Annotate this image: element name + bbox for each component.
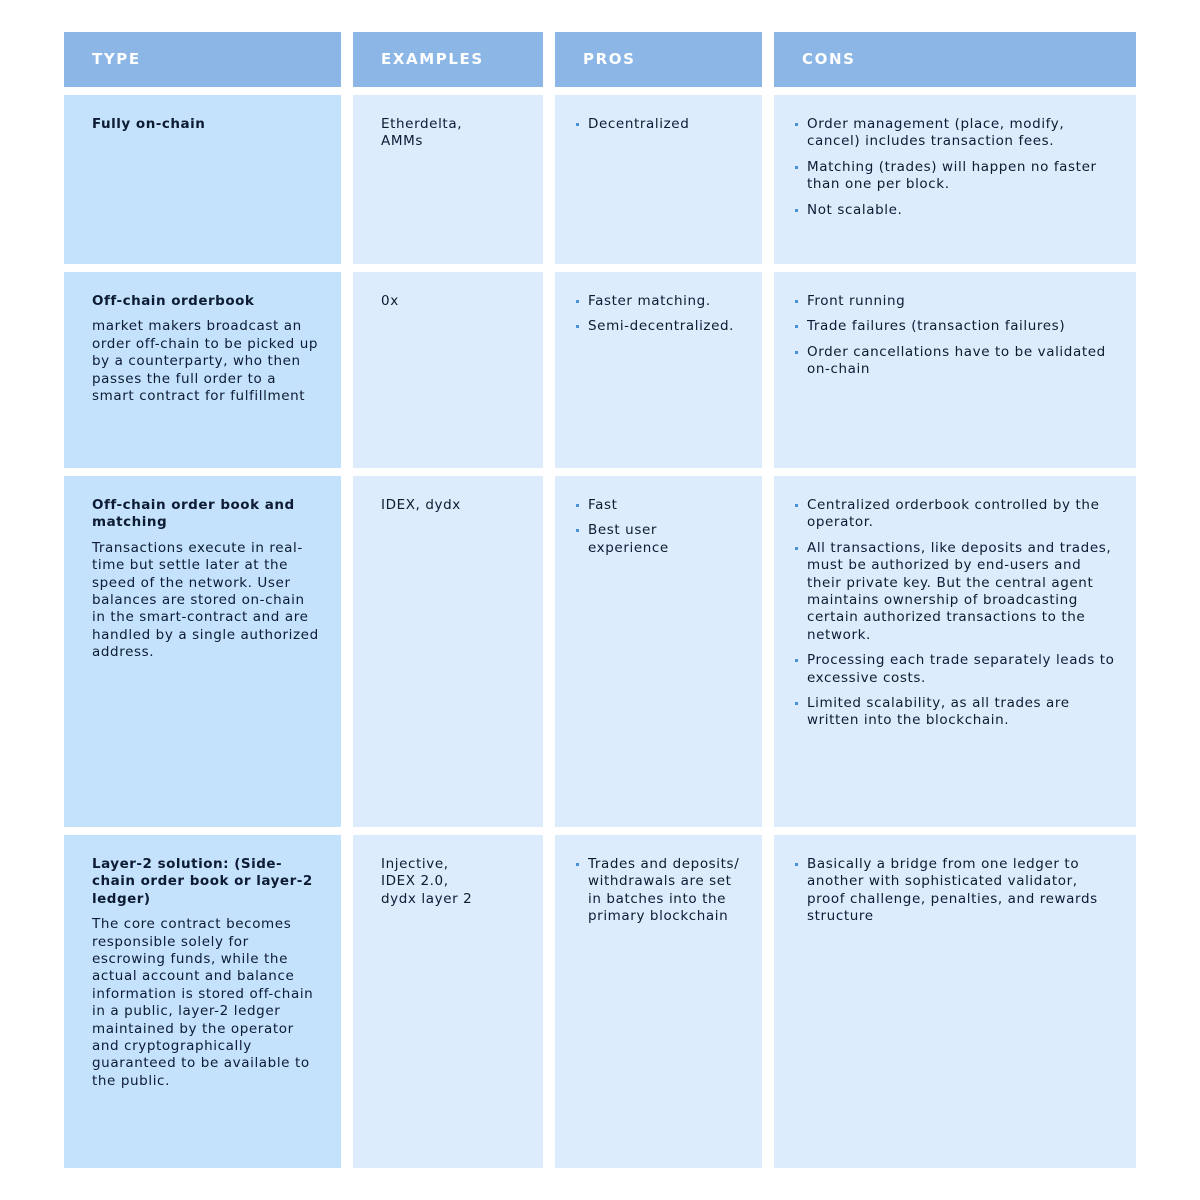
cons-cell [774, 476, 1136, 827]
con-item: All transactions, like deposits and trades, must be authorized by end-users and their private key. But the central agent maintains ownership of broadcasting certain authorized transactions to the network. [794, 540, 1116, 644]
pros-cell [555, 835, 762, 1168]
examples-cell [353, 95, 543, 264]
examples-cell [353, 835, 543, 1168]
examples-cell [353, 272, 543, 468]
header-pros: PROS [555, 32, 762, 87]
pros-list [575, 293, 742, 336]
pro-item: Decentralized [575, 116, 742, 133]
examples-text: Etherdelta, AMMs [381, 116, 463, 150]
pro-item: Fast [575, 497, 742, 514]
con-item: Limited scalability, as all trades are written into the blockchain. [794, 695, 1116, 730]
cons-list [794, 856, 1116, 926]
con-item: Matching (trades) will happen no faster than one per block. [794, 159, 1116, 194]
pros-list [575, 497, 742, 557]
examples-text: Injective, IDEX 2.0, dydx layer 2 [381, 856, 473, 907]
examples-text: IDEX, dydx [381, 497, 461, 513]
con-item: Trade failures (transaction failures) [794, 318, 1116, 335]
pro-item: Trades and deposits/ withdrawals are set in batches into the primary blockchain [575, 856, 742, 926]
pros-list [575, 856, 742, 926]
type-cell [64, 272, 341, 468]
examples-cell [353, 476, 543, 827]
pro-item: Semi-decentralized. [575, 318, 742, 335]
type-description: market makers broadcast an order off-chain to be picked up by a counterparty, who then passes the full order to a smart contract for fulfillment [92, 318, 319, 405]
cons-list [794, 293, 1116, 379]
type-title: Fully on-chain [92, 116, 206, 132]
header-examples: EXAMPLES [353, 32, 543, 87]
type-title: Layer-2 solution: (Side-chain order book or layer-2 ledger) [92, 856, 313, 907]
cons-list [794, 116, 1116, 219]
type-cell [64, 95, 341, 264]
cons-cell [774, 835, 1136, 1168]
comparison-table [64, 32, 1136, 1168]
type-description: Transactions execute in real-time but settle later at the speed of the network. User balances are stored on-chain in the smart-contract and are handled by a single authorized address. [92, 539, 319, 661]
cons-list [794, 497, 1116, 730]
type-title: Off-chain order book and matching [92, 497, 295, 531]
pros-list [575, 116, 742, 133]
con-item: Front running [794, 293, 1116, 310]
pro-item: Best user experience [575, 522, 742, 557]
type-cell [64, 476, 341, 827]
pros-cell [555, 272, 762, 468]
pros-cell [555, 95, 762, 264]
con-item: Centralized orderbook controlled by the operator. [794, 497, 1116, 532]
con-item: Order cancellations have to be validated on-chain [794, 344, 1116, 379]
type-title: Off-chain orderbook [92, 293, 255, 309]
type-description: The core contract becomes responsible solely for escrowing funds, while the actual account and balance information is stored off-chain in a public, layer-2 ledger maintained by the operator and cryptographically guaranteed to be available to the public. [92, 916, 314, 1089]
con-item: Order management (place, modify, cancel) includes transaction fees. [794, 116, 1116, 151]
con-item: Processing each trade separately leads to excessive costs. [794, 652, 1116, 687]
type-cell [64, 835, 341, 1168]
cons-cell [774, 272, 1136, 468]
pros-cell [555, 476, 762, 827]
cons-cell [774, 95, 1136, 264]
examples-text: 0x [381, 293, 399, 309]
con-item: Not scalable. [794, 202, 1116, 219]
header-cons: CONS [774, 32, 1136, 87]
pro-item: Faster matching. [575, 293, 742, 310]
header-type: TYPE [64, 32, 341, 87]
con-item: Basically a bridge from one ledger to another with sophisticated validator, proof challenge, penalties, and rewards structure [794, 856, 1116, 926]
